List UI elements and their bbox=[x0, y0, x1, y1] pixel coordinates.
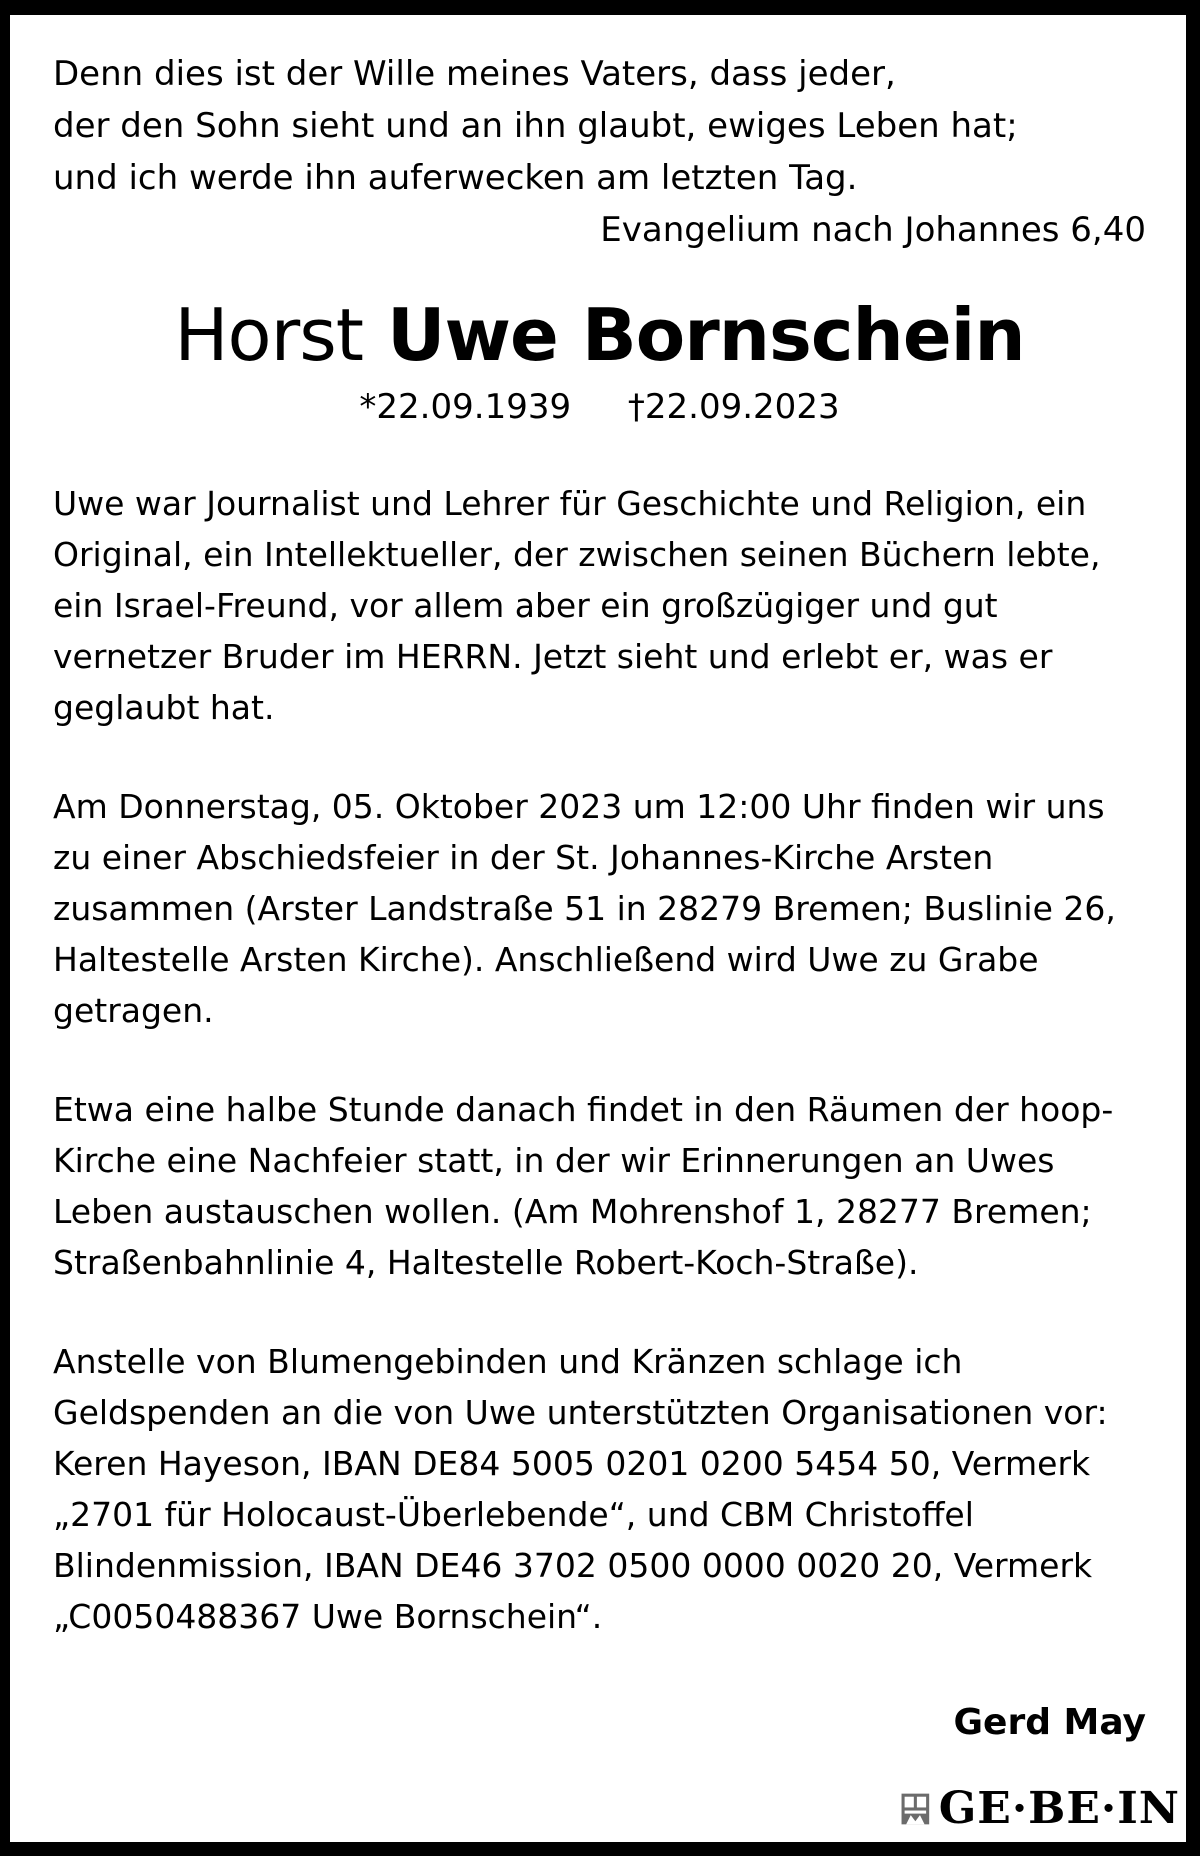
birth-date: *22.09.1939 bbox=[359, 387, 572, 427]
verse-line: und ich werde ihn auferwecken am letzten Tag. bbox=[53, 158, 858, 198]
given-name: Horst bbox=[174, 293, 363, 377]
logo-text: GE·BE·IN bbox=[938, 1783, 1180, 1834]
obituary-notice bbox=[53, 48, 1146, 1748]
signature: Gerd May bbox=[953, 1702, 1146, 1743]
gebein-icon bbox=[900, 1787, 931, 1831]
deceased-name bbox=[53, 290, 1146, 380]
life-dates bbox=[53, 384, 1146, 430]
verse-line: Denn dies ist der Wille meines Vaters, dass jeder, bbox=[53, 54, 896, 94]
bible-verse bbox=[53, 48, 1146, 256]
funeral-details-paragraph: Am Donnerstag, 05. Oktober 2023 um 12:00 Uhr finden wir uns zu einer Abschiedsfeier in der St. Johannes-Kirche Arsten zusammen (Arster Landstraße 51 in 28279 Bremen; Buslinie 26, Haltestelle Arsten Kirche). Anschließend wird Uwe zu Grabe getragen. bbox=[53, 787, 1116, 1030]
verse-text bbox=[53, 48, 1146, 204]
publisher-logo bbox=[900, 1776, 1186, 1842]
reception-details-paragraph: Etwa eine halbe Stunde danach findet in den Räumen der hoop-Kirche eine Nachfeier statt, in der wir Erinnerungen an Uwes Leben austauschen wollen. (Am Mohrenshof 1, 28277 Bremen; Straßenbahnlinie 4, Haltestelle Robert-Koch-Straße). bbox=[53, 1090, 1114, 1282]
verse-line: der den Sohn sieht und an ihn glaubt, ewiges Leben hat; bbox=[53, 106, 1018, 146]
death-date: †22.09.2023 bbox=[627, 387, 840, 427]
donation-paragraph: Anstelle von Blumengebinden und Kränzen schlage ich Geldspenden an die von Uwe unterstützten Organisationen vor: Keren Hayeson, IBAN DE84 5005 0201 0200 5454 50, Vermerk „2701 für Holocaust-Überlebende“, und CBM Christoffel Blindenmission, IBAN DE46 3702 0500 0000 0020 20, Vermerk „C0050488367 Uwe Bornschein“. bbox=[53, 1342, 1108, 1636]
surname: Uwe Bornschein bbox=[387, 293, 1025, 377]
verse-source: Evangelium nach Johannes 6,40 bbox=[600, 210, 1146, 250]
tribute-paragraph: Uwe war Journalist und Lehrer für Geschichte und Religion, ein Original, ein Intellektueller, der zwischen seinen Büchern lebte, ein Israel-Freund, vor allem aber ein großzügiger und gut vernetzer Bruder im HERRN. Jetzt sieht und erlebt er, was er geglaubt hat. bbox=[53, 484, 1101, 727]
